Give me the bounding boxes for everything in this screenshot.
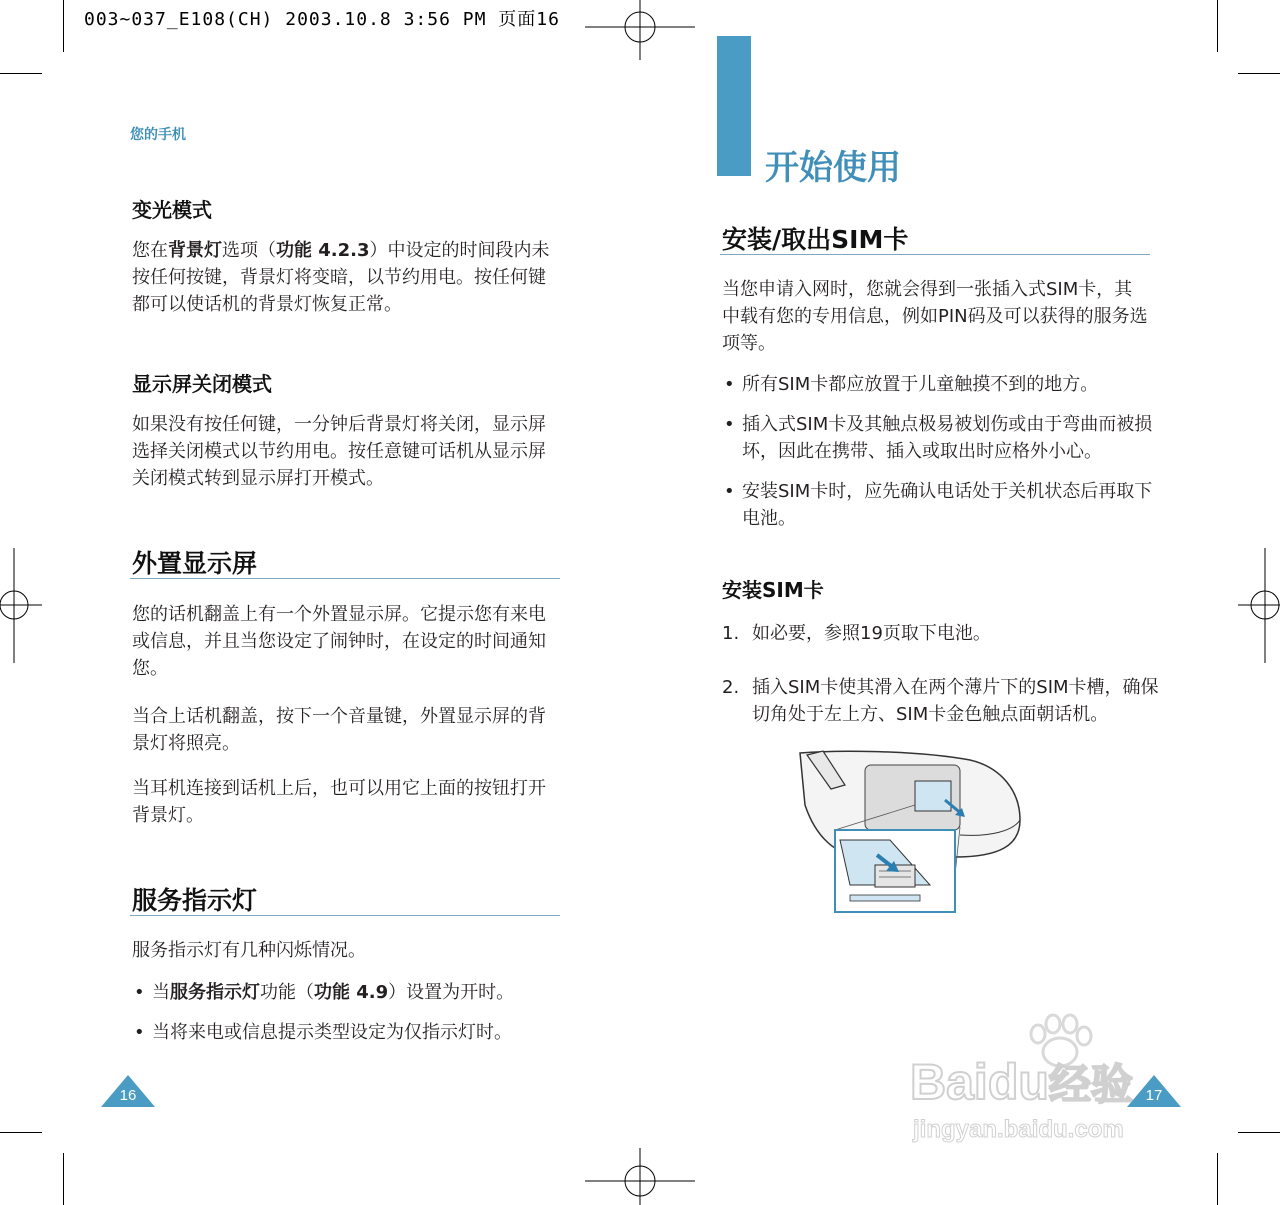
sim-section-rule (720, 254, 1150, 255)
service-light-intro: 服务指示灯有几种闪烁情况。 (132, 940, 366, 961)
dimmed-mode-paragraph: 您在背景灯选项（功能 4.2.3）中设定的时间段内未按任何按键，背景灯将变暗，以节约用电。按任何键都可以使话机的背景灯恢复正常。 (132, 240, 550, 315)
chapter-accent-bar (717, 36, 751, 176)
service-light-rule (130, 915, 560, 916)
section-label: 您的手机 (130, 127, 186, 143)
registration-mark-top (585, 0, 695, 60)
baidu-watermark (905, 1012, 1205, 1162)
watermark-brand-left: Bai (910, 1054, 988, 1110)
chapter-title: 开始使用 (765, 148, 901, 188)
dimmed-mode-title: 变光模式 (132, 198, 212, 222)
registration-mark-bottom (585, 1148, 695, 1205)
external-display-p2: 当合上话机翻盖，按下一个音量键，外置显示屏的背景灯将照亮。 (132, 706, 546, 754)
sim-section-title: 安装/取出SIM卡 (722, 225, 909, 254)
registration-mark-left (0, 548, 42, 663)
page-number-left (99, 1073, 157, 1109)
sim-insertion-illustration (795, 745, 1030, 915)
registration-mark-right (1238, 548, 1280, 663)
list-item: 2. 插入SIM卡使其滑入在两个薄片下的SIM卡槽，确保切角处于左上方、SIM卡金色触点面朝话机。 (722, 677, 1159, 725)
external-display-p3: 当耳机连接到话机上后，也可以用它上面的按钮打开背景灯。 (132, 778, 546, 826)
page-number-right-text: 17 (1145, 1087, 1163, 1104)
external-display-title: 外置显示屏 (132, 549, 258, 578)
list-item: • 所有SIM卡都应放置于儿童触摸不到的地方。 (724, 374, 1099, 395)
install-sim-title: 安装SIM卡 (722, 578, 824, 602)
service-light-title: 服务指示灯 (132, 886, 258, 915)
list-item: • 插入式SIM卡及其触点极易被划伤或由于弯曲而被损坏，因此在携带、插入或取出时应格外小心。 (724, 414, 1153, 462)
install-sim-steps (722, 620, 1162, 728)
list-item: • 当将来电或信息提示类型设定为仅指示灯时。 (134, 1022, 512, 1043)
screen-off-title: 显示屏关闭模式 (132, 372, 272, 396)
watermark-brand-right: 经验 (1048, 1061, 1133, 1108)
print-header: 003~037_E108(CH) 2003.10.8 3:56 PM 页面16 (84, 9, 560, 30)
external-display-p1: 您的话机翻盖上有一个外置显示屏。它提示您有来电或信息，并且当您设定了闹钟时，在设定的时间通知您。 (132, 604, 546, 679)
watermark-brand-mid: du (987, 1054, 1049, 1110)
external-display-rule (130, 578, 560, 579)
list-item: • 当服务指示灯功能（功能 4.9）设置为开时。 (134, 982, 515, 1003)
list-item: • 安装SIM卡时，应先确认电话处于关机状态后再取下电池。 (724, 481, 1153, 529)
list-item: 1. 如必要，参照19页取下电池。 (722, 623, 991, 644)
sim-precautions-list (722, 371, 1162, 545)
page-number-left-text: 16 (119, 1087, 137, 1104)
service-light-list (132, 979, 562, 1059)
sim-section-intro: 当您申请入网时，您就会得到一张插入式SIM卡，其中载有您的专用信息，例如PIN码及可以获得的服务选项等。 (722, 279, 1148, 354)
watermark-url: jingyan.baidu.com (913, 1116, 1124, 1143)
screen-off-paragraph: 如果没有按任何键，一分钟后背景灯将关闭，显示屏选择关闭模式以节约用电。按任意键可话机从显示屏关闭模式转到显示屏打开模式。 (132, 414, 546, 489)
